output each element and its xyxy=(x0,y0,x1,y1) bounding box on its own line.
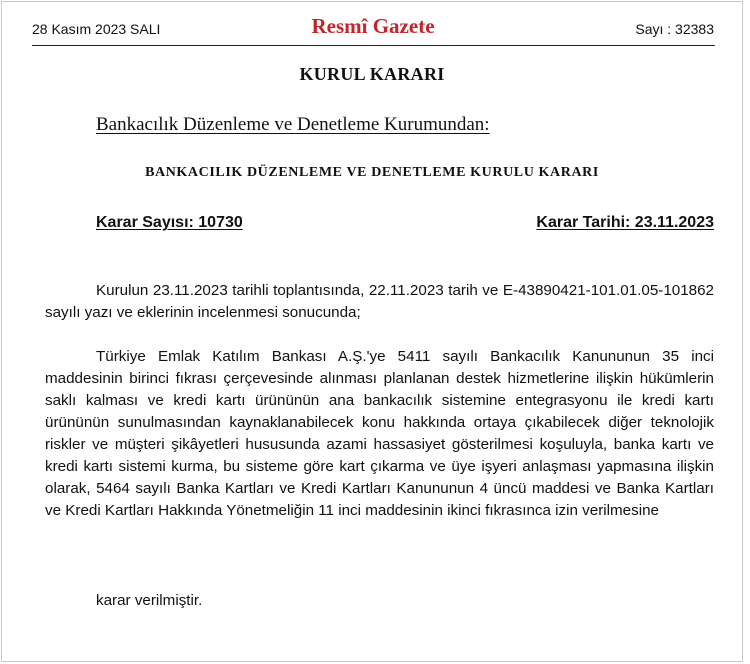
closing-statement: karar verilmiştir. xyxy=(96,592,203,609)
gazette-title: Resmî Gazete xyxy=(311,14,435,38)
issuing-institution: Bankacılık Düzenleme ve Denetleme Kurumundan: xyxy=(96,114,490,135)
publication-date: 28 Kasım 2023 SALI xyxy=(32,21,161,37)
decision-date: Karar Tarihi: 23.11.2023 xyxy=(536,214,714,231)
gazette-page xyxy=(1,1,743,662)
board-title: BANKACILIK DÜZENLEME VE DENETLEME KURULU KARARI xyxy=(145,165,599,180)
paragraph-decision: Türkiye Emlak Katılım Bankası A.Ş.'ye 5411 sayılı Bankacılık Kanununun 35 inci maddesinin birinci fıkrası çerçevesinde alınması planlanan destek hizmetlerine ilişkin hükümlerin saklı kalması ve kredi kartı ürününün ana bankacılık sistemine entegrasyonu ile kredi kartı ürününün sunulmasından kaynaklanabilecek konu hakkında ortaya çıkabilecek diğer teknolojik riskler ve müşteri şikâyetleri hususunda azami hassasiyet gösterilmesi koşuluyla, banka kartı ve kredi kartı sistemi kurma, bu sisteme göre kart çıkarma ve üye işyeri anlaşması yapmasına ilişkin olarak, 5464 sayılı Banka Kartları ve Kredi Kartları Kanununun 4 üncü maddesi ve Banka Kartları ve Kredi Kartları Hakkında Yönetmeliğin 11 inci maddesinin ikinci fıkrasınca izin verilmesine xyxy=(45,348,714,519)
document-heading: KURUL KARARI xyxy=(299,64,445,84)
paragraph-intro: Kurulun 23.11.2023 tarihli toplantısında, 22.11.2023 tarih ve E-43890421-101.01.05-101862 sayılı yazı ve eklerinin incelenmesi sonucunda; xyxy=(45,282,714,321)
gazette-header xyxy=(32,11,714,43)
decision-number: Karar Sayısı: 10730 xyxy=(96,214,243,231)
header-divider xyxy=(32,45,715,46)
issue-number: Sayı : 32383 xyxy=(635,21,714,37)
